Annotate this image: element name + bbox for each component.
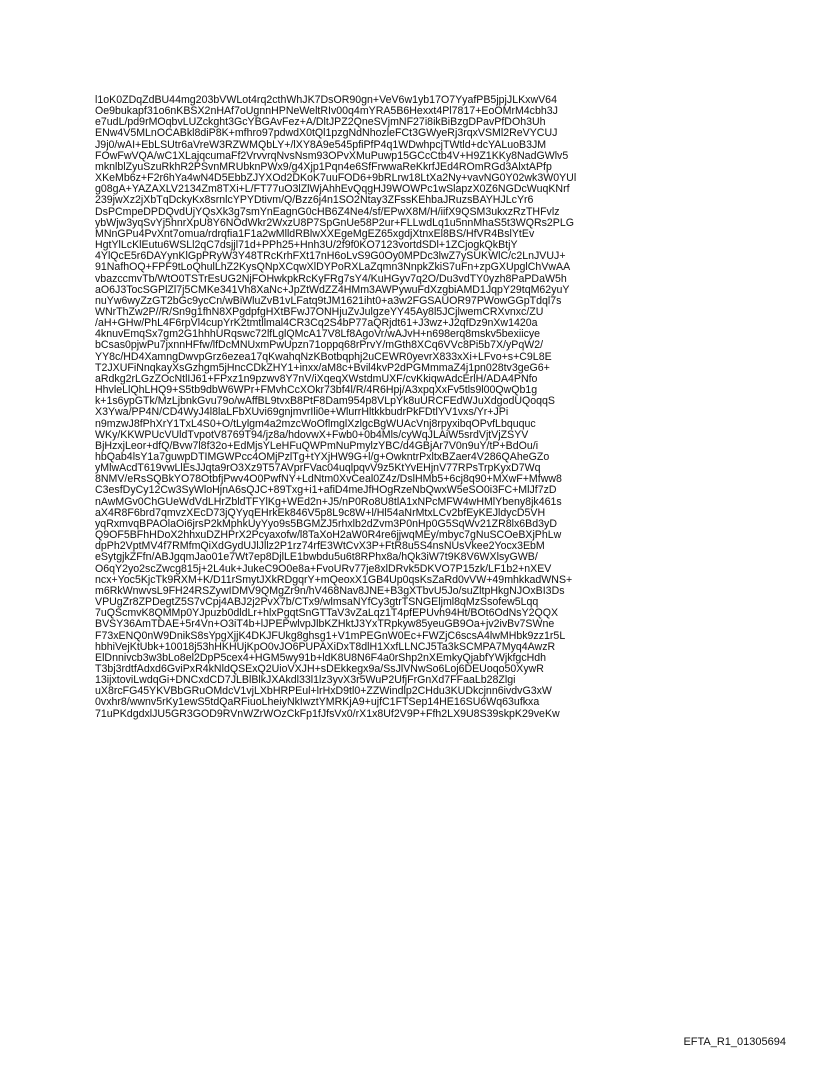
text-line: uX8rcFG45YKVBbGRuOMdcV1vjLXbHRPEul+lrHxD9tl0+ZZWindlp2CHdu3KUDkcjnn6ivdvG3xW — [95, 685, 552, 698]
text-line: 239jwXz2jXbTqDckyKx8srnlcYPYDtivm/Q/Bzz6j4n1SO2Ntay3ZFssKEhbaJRuzsBAYHJLcYr6 — [95, 194, 534, 207]
text-line: yMlwAcdT619vwLlEsJJqta9rO3Xz9T57AVprFVac04uqlpqvV9z5KtYvEHjnV77RPsTrpKyxD7Wq — [95, 462, 541, 475]
page-id: EFTA_R1_01305694 — [683, 1036, 786, 1048]
text-line: F73xENQ0nW9DnikS8sYpgXjjK4DKJFUkg8ghsg1+V1mPEGnW0Ec+FWZjC6scsA4lwMHbk9zz1r5L — [95, 629, 566, 642]
text-line: eSytgjkZFfn/ABJgqmJao01e7Wt7ep8DjlLE1bwbdu5u6t8RPhx8a/hQk3iW7t9K8V6WXlsyGWB/ — [95, 551, 538, 564]
text-line: Oe9bukapf31o6nKBSX2nHAf7oUgnnHPNeWeltRIv00q4mYRA5B6Hexxt4Pl7817+EoOMrM4cbh3J — [95, 105, 558, 118]
text-line: HgtYlLcKlEutu6WSLl2qC7dsjjl71d+PPh25+Hnh3U/2f9f0KO7123vortdSDl+1ZCjogkQkBtjY — [95, 239, 518, 252]
text-line: k+1s6ypGTk/MzLjbnkGvu79o/wAffBL9tvxB8PtF8Dam954p8VLpYk8uURCFEdWJuXdgodUQoqqS — [95, 395, 555, 408]
text-line: ENw4V5MLnOCABkl8diP8K+mfhro97pdwdX0tQl1pzgNdNhozleFCt3GWyeRj3rqxVSMl2ReVYCUJ — [95, 127, 558, 140]
text-line: WKy/KKWPUcVUldTvpotV8769T94/jz8a/hdovwX+Fwb0+0b4Mls/cyWqJLAiW5srdVjtVjZSYV — [95, 428, 529, 441]
text-line: l1oK0ZDqZdBU44mg203bVWLot4rq2cthWhJK7DsOR90gn+VeV6w1yb17O7YyafPB5jpjJLKxwV64 — [95, 94, 557, 106]
text-line: J9j0/wAI+EbLSUtr6aVreW3RZWMQbLY+/lXY8A9e545pfiPfP4q1WDwhpcjTWtld+dcYALuoB3JM — [95, 138, 547, 151]
text-line: 4knuvEmqSx7gm2G1hhhURqswc72lfLglQMcA17V8Lf8AgoVr/wAJvH+n698erq8mskv5bexiicye — [95, 328, 541, 341]
text-line: MNnGPu4PvXnt7omua/rdrqfia1F1a2wMlldRBlwXXEgeMgEZ65xgdjXtnxEl8BS/HfVR4BslYtEv — [95, 227, 535, 240]
text-line: aRdkg2rLGzZOcNtlIJ61+FPxz1n9pzwv8Y7nV/iXqeqXWstdmUXF/cvKkiqwAdcErlH/ADA4PNfo — [95, 372, 538, 385]
text-line: nAwMGv0ChGUeWdVdLHrZbldTFYlKg+WEd2n+J5/nP0Ro8U8tlA1xNPcMFW4wHMlYbeny8jk461s — [95, 495, 562, 508]
text-line: nuYw6wyZzGT2bGc9ycCn/wBiWluZvB1vLFatq9tJM1621iht0+a3w2FGSAUOR97PWowGGpTdql7s — [95, 294, 562, 307]
text-line: e7udL/pd9rMOqbvLUZckght3GcYBGAvFez+A/DltJPZ2QneSVjmNF27i8ikBiBzgDPavPfDOh3Uh — [95, 116, 546, 129]
text-line: C3esfDyCy12Cw3SyWloHjnA6sQJC+89Txg+i1+afiD4meJfHOgRzeNbQwxW5eSO0i3FC+MlJf7zD — [95, 484, 557, 497]
text-line: yqRxmvqBPAOlaOi6jrsP2kMphkUyYyo9s5BGMZJ5rhxlb2dZvm3P0nHp0G5SqWv21ZR8lx6Bd3yD — [95, 517, 557, 530]
text-line: HhvleLlQhLHQ9+S5tb9dbW6WPr+FMvhCcXOkr73bf4l/R/4R6Hpj/A3xpqXxFv5tls9l00QwQb1g — [95, 384, 538, 397]
text-line: X3Ywa/PP4N/CD4WyJ4l8laLFbXUvi69gnjmvrIli0e+WlurrHltkkbudrPkFDtlYV1vxs/Yr+JPi — [95, 406, 509, 419]
text-line: bCsas0pjwPu7jxnnHFfw/lfDcMNUxmPwUpzn71oppq68rPrvY/mGth8XCq6VVc8Pi5b7X/yPqW2/ — [95, 339, 544, 352]
text-line: 4YlQcE5r6DAYynKlGpPRyW3Y48TRcKrhFXt17nH6oLvS9G0Oy0MPDc3lwZ7ySUKWlC/c2LnJVUJ+ — [95, 250, 566, 263]
text-line: YY8c/HD4XamngDwvpGrz6ezea17qKwahqNzKBotbqphj2uCEWR0yevrX833xXi+LFvo+s+C9L8E — [95, 350, 552, 363]
text-line: ncx+Yoc5KjcTk9RXM+K/D11rSmytJXkRDgqrY+mQeoxX1GB4Up0qsKsZaRd0vVW+49mhkkadWNS+ — [95, 573, 573, 586]
text-line: 0vxhr8/wwnv5rKy1ewS5tdQaRFiuoLheiyNkIwztYMRKjA9+ujfC1FTSep14HE16SU6Wq63ufkxa — [95, 696, 540, 709]
text-line: /aH+GHw/PhL4F6rpVl4cupYrK2tmtllmal4CR3Cq2S4bP77aQRjdt61+J3wz+J2qfDz9nXw1420a — [95, 317, 538, 330]
text-line: mknlblZyuSzuRkhR2PSvnMRUbknPWx9/g4Xjp1Pqn4e6SfFrwwaReKkrfJEd4ROmRGd3AlxtAPfp — [95, 160, 552, 173]
text-line: VPUgZr8ZPDegtZ5S7vCpj4ABJ2j2PvX7b/CTx9/wlmsaNYfCy3gtrTSNGEljml8qMzSsofew5Lqq — [95, 596, 539, 609]
text-line: Q9OF5BFhHDoX2hhxuDZHPrX2Pcyaxofw/l8TaXoH2aW0R4re6jjwqMEy/mbyc7gNuSCOeBXjPhLw — [95, 529, 562, 542]
text-line: 7uQScmvK8QMMp0YJpuzb0dldLr+hlxPgqtSnGTTaV3vZaLqz1T4pfEPUvh94Ht/BOt6OdNsY2QQX — [95, 607, 559, 620]
text-line: aO6J3TocSGPlZl7j5CMKe341Vh8XaNc+JpZtWdZZ4HMm3AWPywuFdXzgbiAMD1JqpY29tqM62yuY — [95, 283, 570, 296]
text-line: m6RkWnwvsL9FH24RSZywIDMV9QMgZr9n/hV468Nav8JNE+B3gXTbvU5Jo/suZltpHkgNJOxBI3Ds — [95, 584, 565, 597]
text-line: n9mzwJ8fPhXrY1TxL4S0+O/tLylgm4a2mzcWoOflmglXzlgcBgWUAcVnj8rpyxibqOPvfLbququc — [95, 417, 536, 430]
text-line: g08gA+YAZAXLV2134Zm8TXi+L/FT77uO3lZlWjAhhEvQqgHJ9WOWPc1wSlapzX0Z6NGDcWuqKNrf — [95, 183, 570, 196]
text-line: BjHzxjLeor+dfQ/Bvw7l8f32o+EdMjsYLeHFuQWPmNuPmylzYBC/d4GBjAr7V0n9uY/tP+BdOu/i — [95, 439, 539, 452]
text-line: hbQab4lsY1a7guwpDTIMGWPcc4OMjPzlTg+tYXjHW9G+l/g+OwkntrPxltxBZaer4V286QAheGZo — [95, 451, 550, 463]
text-line: dpPh2VptMV4f7RMfmQiXdGydUJlJllz2P1rz74rfE3WtCvX3P+FtR8u5S4nsNUsVkee2Yocx3EbM — [95, 540, 545, 553]
text-line: XKeMb6z+F2r6hYa4wN4D5EbbZJYXOd2DKoK7uuFOD6+9bRLrw18LtXa2Ny+vavNG0Y02wk3W0YUl — [95, 172, 577, 185]
text-line: ElDnnivcb3w3bLo8el2DpP5cex4+HGM5wy91b+ldK8U8N6F4a0rShp2nXEmkyQjabfYWjkfgcHdh — [95, 651, 547, 664]
text-line: 71uPKdgdxlJU5GR3GOD9RVnWZrWOzCkFp1fJfsVx0/rX1x8Uf2V9P+Ffh2LX9U8S39skpK29veKw — [95, 707, 560, 720]
text-line: aX4R8F6brd7qmvzXEcD73jQYyqEHrkEk846V5p8L9c8W+l/Hl54aNrMtxLCv2bfEyKEJldycD5VH — [95, 506, 546, 519]
text-line: WNrThZw2P//R/Sn9g1fhN8XPgdpfgHXtBFwJ7ONHjuZvJulgzeYY45Ay8l5JCjlwemCRXvnxc/ZU — [95, 305, 544, 318]
text-line: 8NMV/eRsSQBkYO78OtbfjPwv4O0PwfNY+LdNtm0XvCeal0Z4z/DslHMb5+6cj8q90+MXwF+Mfww8 — [95, 473, 562, 486]
text-line: 91NafhOQ+FPF9tLoQhulLhZ2KysQNpXCqwXlDYPoRXLaZqmn3NnpkZkiS7uFn+zpGXUpglChVwAA — [95, 261, 571, 274]
text-line: ybWjw3yqSvYj5hnrXpU8Y6NOdWkr2WxzU8P7SpGnUe58P2ur+FLLwdLq1u5nnMhaS5t3WQRs2PLG — [95, 216, 574, 229]
text-line: hbhiVejKtUbk+10018j53hHKHUjKpO0vJO6PUPAXiDxT8dlH1XxfLLNCJ5Ta3kSCMPA7Myq4AwzR — [95, 640, 556, 653]
text-line: BVSY36AmTDAE+5r4Vn+O3iT4b+lJPEPwlvpJlbKZHktJ3YxTRpkyw85yeuGB9Oa+jv2ivBv7SWne — [95, 618, 555, 631]
text-line: O6qY2yo2scZwcg815j+2L4uk+JukeC9O0e8a+FvoURv77je8xlDRvk5DKVO7P15zk/LF1b2+nXEV — [95, 562, 552, 575]
text-line: FOwFwVQA/wC1XLajqcumaFf2VrvvrqNvsNsm93OPvXMuPuwp15GCcCtb4V+H9Z1KKy8NadGWlv5 — [95, 149, 569, 162]
text-line: 13ijxtoviLwdqGi+DNCxdCD7JLBlBlkJXAkdl33l1lz3yvX3r5WuP2UfjFrGnXd7FFaaLb28Zlgi — [95, 674, 516, 687]
text-line: vbazccmvTb/WtO0TSTrEsUG2NjFOHwkpkRcKyFRg7sY4/KuHGyv7q2O/Du3vdTY0yzh8PaPDaW5h — [95, 272, 567, 285]
text-line: T2JXUFiNnqkayXsGzhgm5jHncCDkZHY1+inxx/aM8c+Bvil4kvP2dPGMmmaZ4j1pn028tv3geG6+ — [95, 361, 550, 374]
text-line: T3bj3rdtfAdxd6GviPxR4kNldQSExQ2UioVXJH+sDEkkegx9a/SsJlVNwSo6Loj6DEUoqo50XywR — [95, 662, 544, 675]
text-line: DsPCmpeDPDQvdUjYQsXk3g7smYnEagnG0cHB6Z4Ne4/sf/EPwX8M/H/iifX9QSM3ukxzRzTHFvlz — [95, 205, 560, 218]
encoded-text-block — [95, 95, 735, 720]
